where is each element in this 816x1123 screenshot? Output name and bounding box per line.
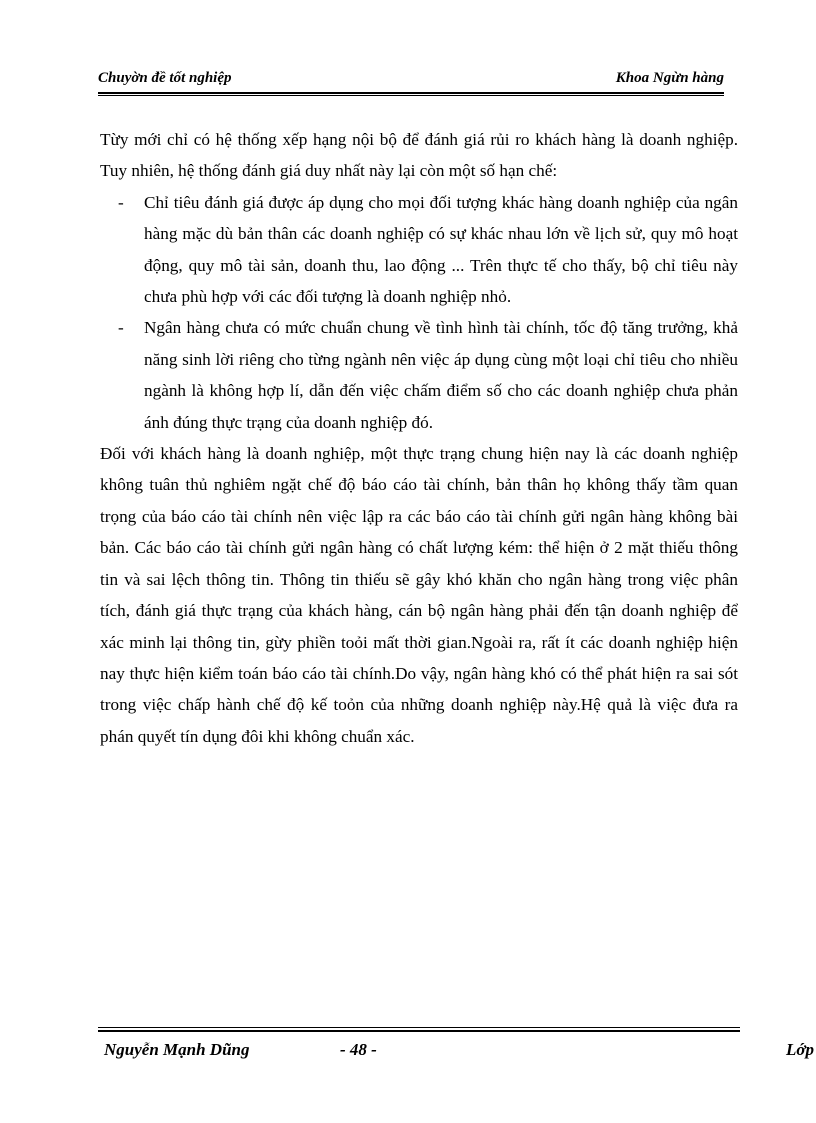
closing-paragraph: Đối với khách hàng là doanh nghiệp, một thực trạng chung hiện nay là các doanh nghiệp không tuân thủ nghiêm ngặt chế độ báo cáo tài chính, bản thân họ không thấy tầm quan trọng của báo cáo tài chính nên việc lập ra các báo cáo tài chính gửi ngân hàng không bài bản. Các báo cáo tài chính gửi ngân hàng có chất lượng kém: thể hiện ở 2 mặt thiếu thông tin và sai lệch thông tin. Thông tin thiếu sẽ gây khó khăn cho ngân hàng trong việc phân tích, đánh giá thực trạng của khách hàng, cán bộ ngân hàng phải đến tận doanh nghiệp để xác minh lại thông tin, gừy phiền toỏi mất thời gian.Ngoài ra, rất ít các doanh nghiệp hiện nay thực hiện kiểm toán báo cáo tài chính.Do vậy, ngân hàng khó có thể phát hiện ra sai sót trong việc chấp hành chế độ kế toỏn của những doanh nghiệp này.Hệ quả là việc đưa ra phán quyết tín dụng đôi khi không chuẩn xác. xyxy=(100,444,738,746)
footer-class: Lớp xyxy=(786,1040,815,1059)
bullet-marker: - xyxy=(118,192,124,212)
page-footer xyxy=(100,1040,816,1064)
header-department: Khoa Ngừn hàng xyxy=(615,70,724,86)
bullet-text: Ngân hàng chưa có mức chuẩn chung về tình hình tài chính, tốc độ tăng trưởng, khả năng sinh lời riêng cho từng ngành nên việc áp dụng cùng một loại chỉ tiêu cho nhiều ngành là không hợp lí, dẫn đến việc chấm điểm số cho các doanh nghiệp chưa phản ánh đúng thực trạng của doanh nghiệp đó. xyxy=(144,318,738,432)
footer-author: Nguyễn Mạnh Dũng xyxy=(104,1040,250,1059)
page-header xyxy=(98,66,724,92)
intro-paragraph: Từy mới chỉ có hệ thống xếp hạng nội bộ để đánh giá rủi ro khách hàng là doanh nghiệp. Tuy nhiên, hệ thống đánh giá duy nhất này lại còn một số hạn chế: xyxy=(100,130,738,181)
page-number: - 48 - xyxy=(340,1040,377,1059)
bullet-item-1 xyxy=(100,187,738,313)
bullet-text: Chỉ tiêu đánh giá được áp dụng cho mọi đối tượng khác hàng doanh nghiệp của ngân hàng mặc dù bản thân các doanh nghiệp có sự khác nhau lớn về lịch sử, quy mô hoạt động, quy mô tài sản, doanh thu, lao động ... Trên thực tế cho thấy, bộ chỉ tiêu này chưa phù hợp với các đối tượng là doanh nghiệp nhỏ. xyxy=(144,192,738,307)
header-title: Chuyờn đề tốt nghiệp xyxy=(98,70,232,86)
bullet-marker: - xyxy=(118,318,124,338)
header-rule xyxy=(98,92,724,96)
footer-rule xyxy=(98,1027,740,1032)
bullet-item-2 xyxy=(100,312,738,438)
document-body xyxy=(100,124,738,752)
